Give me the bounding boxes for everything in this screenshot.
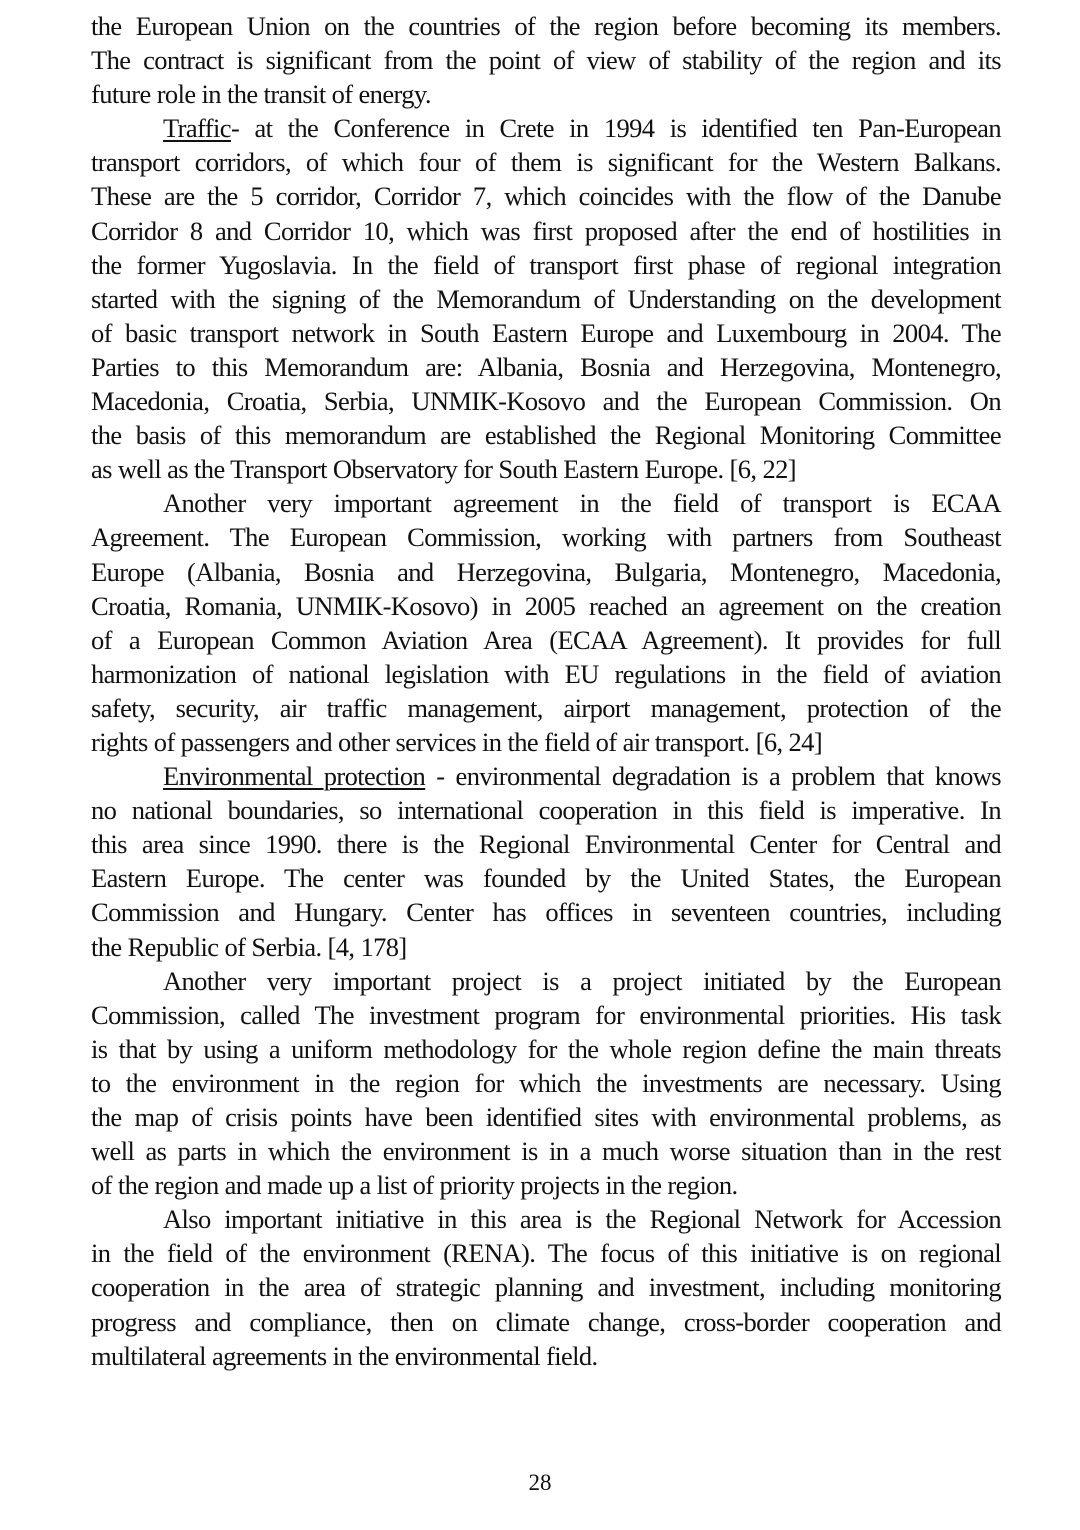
- paragraph: [91, 9, 1001, 111]
- text-line: future role in the transit of energy.: [91, 79, 431, 110]
- line-text: - at the Conference in Crete in 1994 is identified ten Pan-European: [230, 113, 1001, 144]
- text-line: the map of crisis points have been identified sites with environmental problems, as: [91, 1102, 1001, 1132]
- text-line: These are the 5 corridor, Corridor 7, which coincides with the flow of the Danube: [91, 181, 1001, 212]
- text-line: the basis of this memorandum are established the Regional Monitoring Committee: [91, 420, 1001, 451]
- text-line: Another very important project is a project initiated by the European: [163, 965, 1001, 996]
- paragraph: [91, 964, 1001, 1203]
- text-line: Parties to this Memorandum are: Albania, Bosnia and Herzegovina, Montenegro,: [91, 351, 1001, 382]
- text-line: Macedonia, Croatia, Serbia, UNMIK-Kosovo and the European Commission. On: [91, 386, 1001, 417]
- text-line: Commission and Hungary. Center has offices in seventeen countries, including: [91, 897, 1001, 928]
- text-line: well as parts in which the environment is in a much worse situation than in the rest: [91, 1136, 1001, 1167]
- text-line: the former Yugoslavia. In the field of transport first phase of regional integration: [91, 249, 1001, 280]
- text-line: Another very important agreement in the field of transport is ECAA: [163, 488, 1001, 519]
- text-line: Also important initiative in this area is the Regional Network for Accession: [163, 1204, 1001, 1235]
- section-heading: Traffic: [163, 113, 231, 144]
- body-text: [91, 9, 1001, 1373]
- text-line: safety, security, air traffic management, airport management, protection of the: [91, 692, 1001, 723]
- text-line: is that by using a uniform methodology for the whole region define the main threats: [91, 1033, 1001, 1064]
- text-line: in the field of the environment (RENA). The focus of this initiative is on regional: [91, 1238, 1001, 1269]
- text-line: [91, 759, 1001, 793]
- text-line: [91, 111, 1001, 145]
- text-line: started with the signing of the Memorandum of Understanding on the development: [91, 283, 1001, 314]
- text-line: to the environment in the region for which the investments are necessary. Using: [91, 1067, 1001, 1098]
- text-line: Eastern Europe. The center was founded by the United States, the European: [91, 863, 1001, 894]
- text-line: Croatia, Romania, UNMIK-Kosovo) in 2005 reached an agreement on the creation: [91, 590, 1001, 621]
- line-text: - environmental degradation is a problem that knows: [425, 761, 1001, 792]
- paragraph: [91, 486, 1001, 759]
- text-line: harmonization of national legislation with EU regulations in the field of aviation: [91, 658, 1001, 689]
- text-line: multilateral agreements in the environmental field.: [91, 1340, 598, 1371]
- text-line: of a European Common Aviation Area (ECAA Agreement). It provides for full: [91, 624, 1001, 655]
- text-line: rights of passengers and other services in the field of air transport. [6, 24]: [91, 726, 823, 757]
- text-line: the European Union on the countries of the region before becoming its members.: [91, 11, 1001, 41]
- paragraph: [91, 759, 1001, 964]
- text-line: cooperation in the area of strategic planning and investment, including monitoring: [91, 1272, 1001, 1303]
- text-line: Corridor 8 and Corridor 10, which was first proposed after the end of hostilities in: [91, 215, 1001, 246]
- text-line: The contract is significant from the point of view of stability of the region and its: [91, 45, 1001, 76]
- text-line: Agreement. The European Commission, working with partners from Southeast: [91, 522, 1001, 553]
- paragraph: [91, 111, 1001, 486]
- text-line: Europe (Albania, Bosnia and Herzegovina, Bulgaria, Montenegro, Macedonia,: [91, 556, 1001, 587]
- page-number: 28: [528, 1470, 552, 1495]
- text-line: this area since 1990. there is the Regional Environmental Center for Central and: [91, 829, 1001, 860]
- text-line: Commission, called The investment program for environmental priorities. His task: [91, 999, 1001, 1030]
- text-line: of the region and made up a list of priority projects in the region.: [91, 1170, 738, 1201]
- text-line: the Republic of Serbia. [4, 178]: [91, 931, 407, 962]
- text-line: transport corridors, of which four of them is significant for the Western Balkans.: [91, 147, 1001, 178]
- paragraph: [91, 1202, 1001, 1372]
- text-line: no national boundaries, so international cooperation in this field is imperative. In: [91, 795, 1001, 826]
- section-heading: Environmental protection: [163, 761, 426, 792]
- text-line: as well as the Transport Observatory for South Eastern Europe. [6, 22]: [91, 454, 797, 485]
- text-line: of basic transport network in South Eastern Europe and Luxembourg in 2004. The: [91, 317, 1001, 348]
- text-line: progress and compliance, then on climate change, cross-border cooperation and: [91, 1306, 1001, 1337]
